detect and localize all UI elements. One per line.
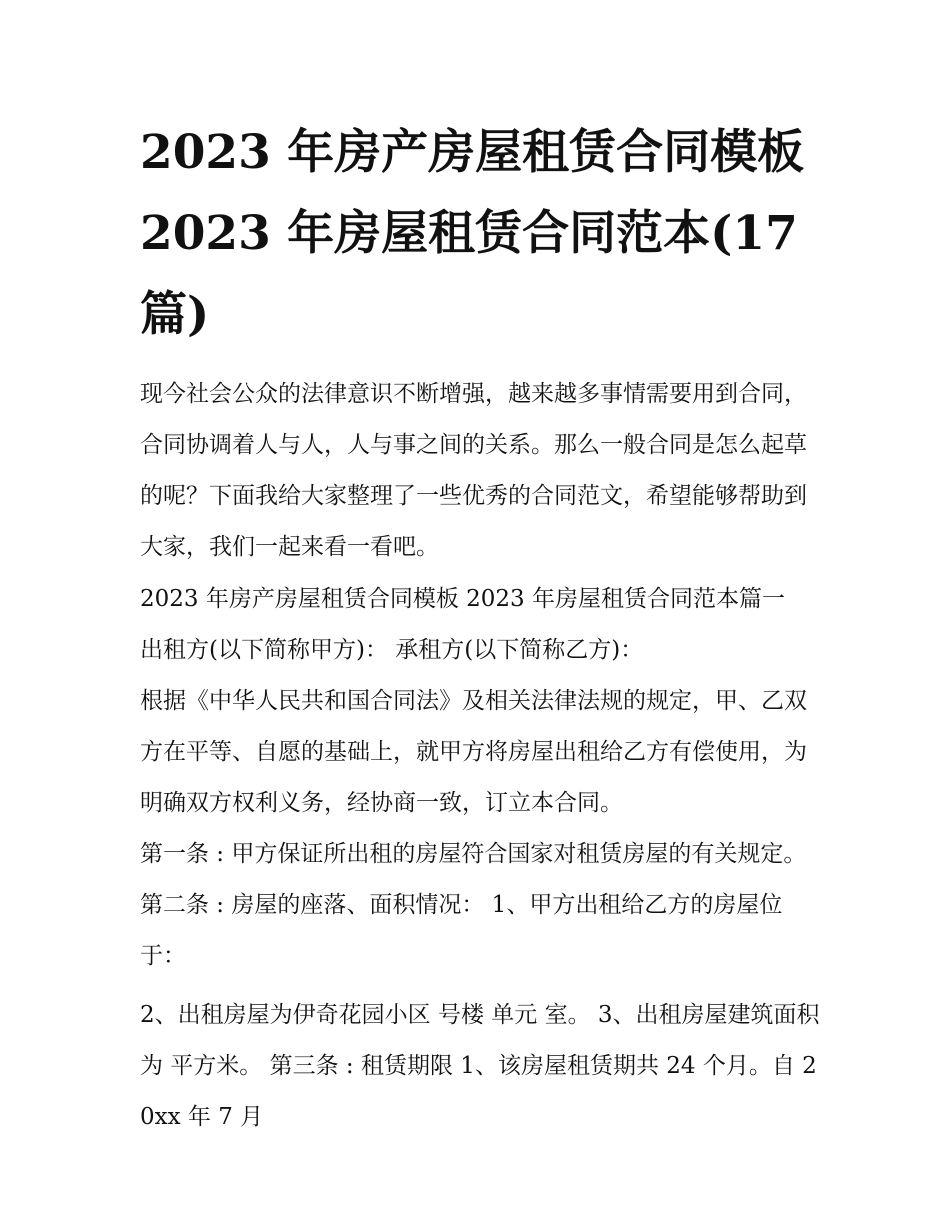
article-2-3-paragraph: 2、出租房屋为伊奇花园小区 号楼 单元 室。 3、出租房屋建筑面积为 平方米。 第三条 : 租赁期限 1、该房屋租赁期共 24 个月。自 20xx 年 7 月 <box>140 1002 820 1130</box>
document-title: 2023 年房产房屋租赁合同模板 2023 年房屋租赁合同范本(17 篇) <box>140 125 805 342</box>
parties-line: 出租方(以下简称甲方)： 承租方(以下简称乙方)： <box>140 637 644 663</box>
document-page <box>140 112 820 1143</box>
intro-paragraph: 现今社会公众的法律意识不断增强，越来越多事情需要用到合同，合同协调着人与人，人与事之间的关系。那么一般合同是怎么起草的呢？下面我给大家整理了一些优秀的合同范文，希望能够帮助到大家，我们一起来看一看吧。 <box>140 381 807 560</box>
section-heading: 2023 年房产房屋租赁合同模板 2023 年房屋租赁合同范本篇一 <box>140 586 785 612</box>
article-1-2-paragraph: 第一条 : 甲方保证所出租的房屋符合国家对租赁房屋的有关规定。 第二条 : 房屋的座落、面积情况： 1、甲方出租给乙方的房屋位于： <box>140 841 807 969</box>
basis-paragraph: 根据《中华人民共和国合同法》及相关法律法规的规定，甲、乙双方在平等、自愿的基础上，就甲方将房屋出租给乙方有偿使用，为明确双方权利义务，经协商一致，订立本合同。 <box>140 688 807 816</box>
